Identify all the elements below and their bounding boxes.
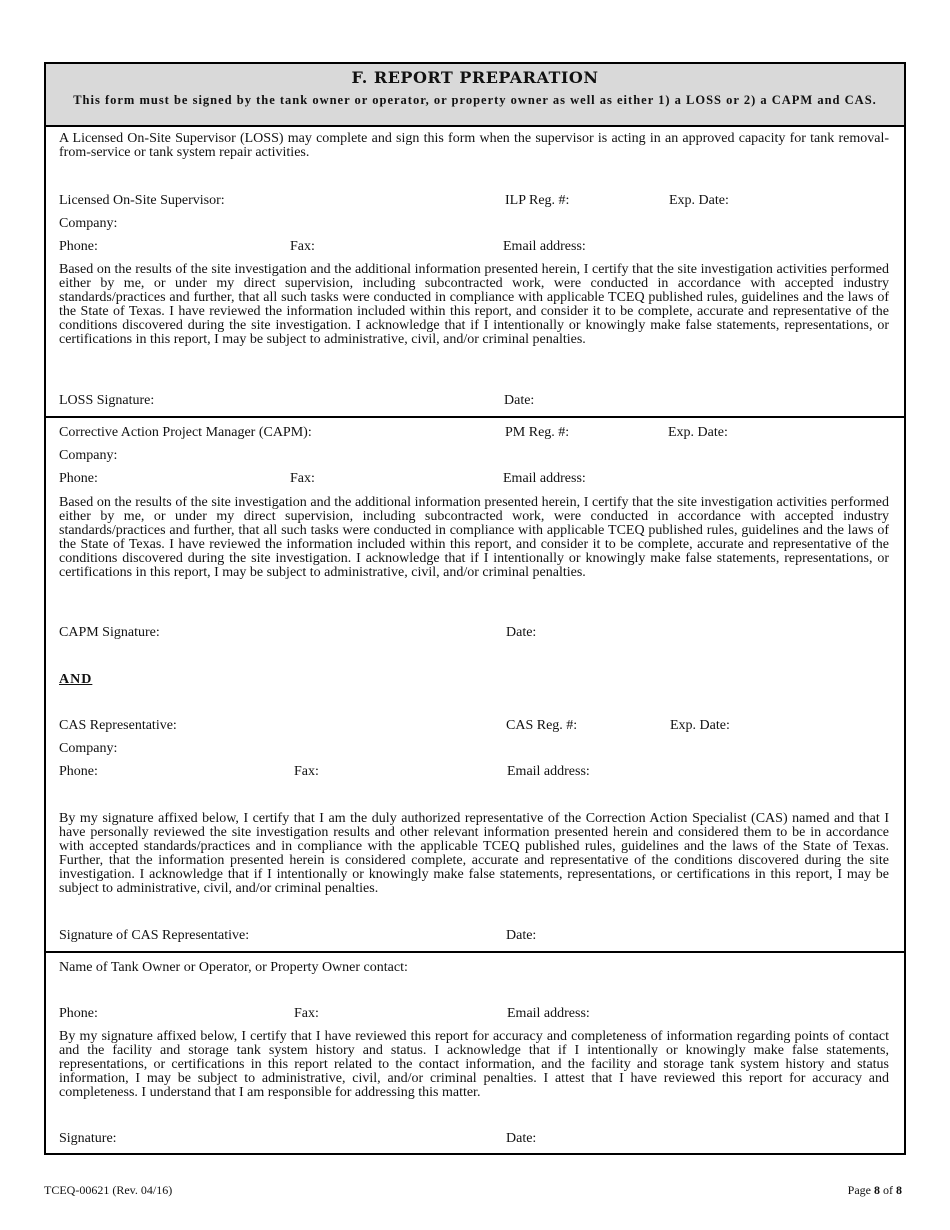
loss-supervisor-label: Licensed On-Site Supervisor: xyxy=(59,193,225,208)
capm-fax-label: Fax: xyxy=(290,471,315,486)
loss-reg-label: ILP Reg. #: xyxy=(505,193,570,208)
owner-signature-label: Signature: xyxy=(59,1131,117,1146)
page-of: of xyxy=(883,1183,893,1197)
loss-certification: Based on the results of the site investigation and the additional information presented herein, I certify that the site investigation activities performed either by me, or under my direct supervision, including subcontracted work, were conducted in accordance with accepted industry standards/practices and further, that all such tasks were conducted in compliance with applicable TCEQ published rules, guidelines and the laws of the State of Texas. I have reviewed the information included within this report, and consider it to be complete, accurate and representative of the conditions discovered during the site investigation. I acknowledge that if I intentionally or knowingly make false statements, representations, or certifications in this report, I may be subject to administrative, civil, and/or criminal penalties. xyxy=(59,262,889,347)
cas-date-label: Date: xyxy=(506,928,537,943)
owner-date-label: Date: xyxy=(506,1131,537,1146)
form-id: TCEQ-00621 (Rev. 04/16) xyxy=(44,1183,173,1197)
loss-intro: A Licensed On-Site Supervisor (LOSS) may complete and sign this form when the supervisor is acting in an approved capacity for tank removal-from-service or tank system repair activities. xyxy=(59,131,889,160)
loss-email-label: Email address: xyxy=(503,239,586,254)
cas-certification: By my signature affixed below, I certify that I am the duly authorized representative of the Correction Action Specialist (CAS) named and that I have personally reviewed the site investigation results and other relevant information presented herein and considered them to be in accordance with accepted standards/practices and in compliance with the applicable TCEQ published rules, guidelines and the laws of the State of Texas. Further, that the information presented herein is considered complete, accurate and representative of the conditions discovered during the site investigation. I acknowledge that if I intentionally or knowingly make false statements, representations, or certifications in this report, I may be subject to administrative, civil, and/or criminal penalties. xyxy=(59,811,889,896)
loss-date-label: Date: xyxy=(504,393,535,408)
report-preparation-form xyxy=(44,62,906,1155)
loss-fax-label: Fax: xyxy=(290,239,315,254)
cas-email-label: Email address: xyxy=(507,764,590,779)
loss-signature-label: LOSS Signature: xyxy=(59,393,155,408)
owner-fax-label: Fax: xyxy=(294,1006,319,1021)
capm-exp-label: Exp. Date: xyxy=(668,425,728,440)
cas-rep-label: CAS Representative: xyxy=(59,718,177,733)
capm-signature-label: CAPM Signature: xyxy=(59,625,160,640)
loss-phone-label: Phone: xyxy=(59,239,98,254)
cas-company-label: Company: xyxy=(59,741,118,756)
owner-email-label: Email address: xyxy=(507,1006,590,1021)
page-total: 8 xyxy=(896,1183,902,1197)
loss-exp-label: Exp. Date: xyxy=(669,193,729,208)
page-current: 8 xyxy=(874,1183,880,1197)
owner-section xyxy=(46,953,904,1153)
cas-signature-label: Signature of CAS Representative: xyxy=(59,928,250,943)
cas-fax-label: Fax: xyxy=(294,764,319,779)
capm-date-label: Date: xyxy=(506,625,537,640)
cas-phone-label: Phone: xyxy=(59,764,98,779)
form-subtitle: This form must be signed by the tank owner or operator, or property owner as well as either 1) a LOSS or 2) a CAPM and CAS. xyxy=(73,93,877,107)
capm-cas-section xyxy=(46,418,904,953)
cas-reg-label: CAS Reg. #: xyxy=(506,718,578,733)
and-label: AND xyxy=(59,672,93,687)
form-title: F. REPORT PREPARATION xyxy=(351,68,599,87)
loss-company-label: Company: xyxy=(59,216,118,231)
capm-phone-label: Phone: xyxy=(59,471,98,486)
owner-certification: By my signature affixed below, I certify that I have reviewed this report for accuracy and completeness of information regarding points of contact and the facility and storage tank system history and status. I acknowledge that if I intentionally or knowingly make false statements, representations, or certifications in this report related to the contact information, and the facility and storage tank system history and status information, I may be subject to administrative, civil, and/or criminal penalties. I attest that I have reviewed this report for accuracy and completeness. I understand that I am responsible for addressing this matter. xyxy=(59,1029,889,1100)
owner-name-label: Name of Tank Owner or Operator, or Property Owner contact: xyxy=(59,960,408,975)
owner-phone-label: Phone: xyxy=(59,1006,98,1021)
page-number xyxy=(848,1183,902,1198)
capm-reg-label: PM Reg. #: xyxy=(505,425,570,440)
form-header xyxy=(46,64,904,127)
capm-email-label: Email address: xyxy=(503,471,586,486)
page-prefix: Page xyxy=(847,1183,871,1197)
capm-company-label: Company: xyxy=(59,448,118,463)
capm-certification: Based on the results of the site investigation and the additional information presented herein, I certify that the site investigation activities performed either by me, or under my direct supervision, including subcontracted work, were conducted in accordance with accepted industry standards/practices and further, that all such tasks were conducted in compliance with applicable TCEQ published rules, guidelines and the laws of the State of Texas. I have reviewed the information included within this report, and consider it to be complete, accurate and representative of the conditions discovered during the site investigation. I acknowledge that if I intentionally or knowingly make false statements, representations, or certifications in this report, I may be subject to administrative, civil, and/or criminal penalties. xyxy=(59,495,889,580)
loss-section xyxy=(46,127,904,418)
capm-manager-label: Corrective Action Project Manager (CAPM): xyxy=(59,425,312,440)
cas-exp-label: Exp. Date: xyxy=(670,718,730,733)
